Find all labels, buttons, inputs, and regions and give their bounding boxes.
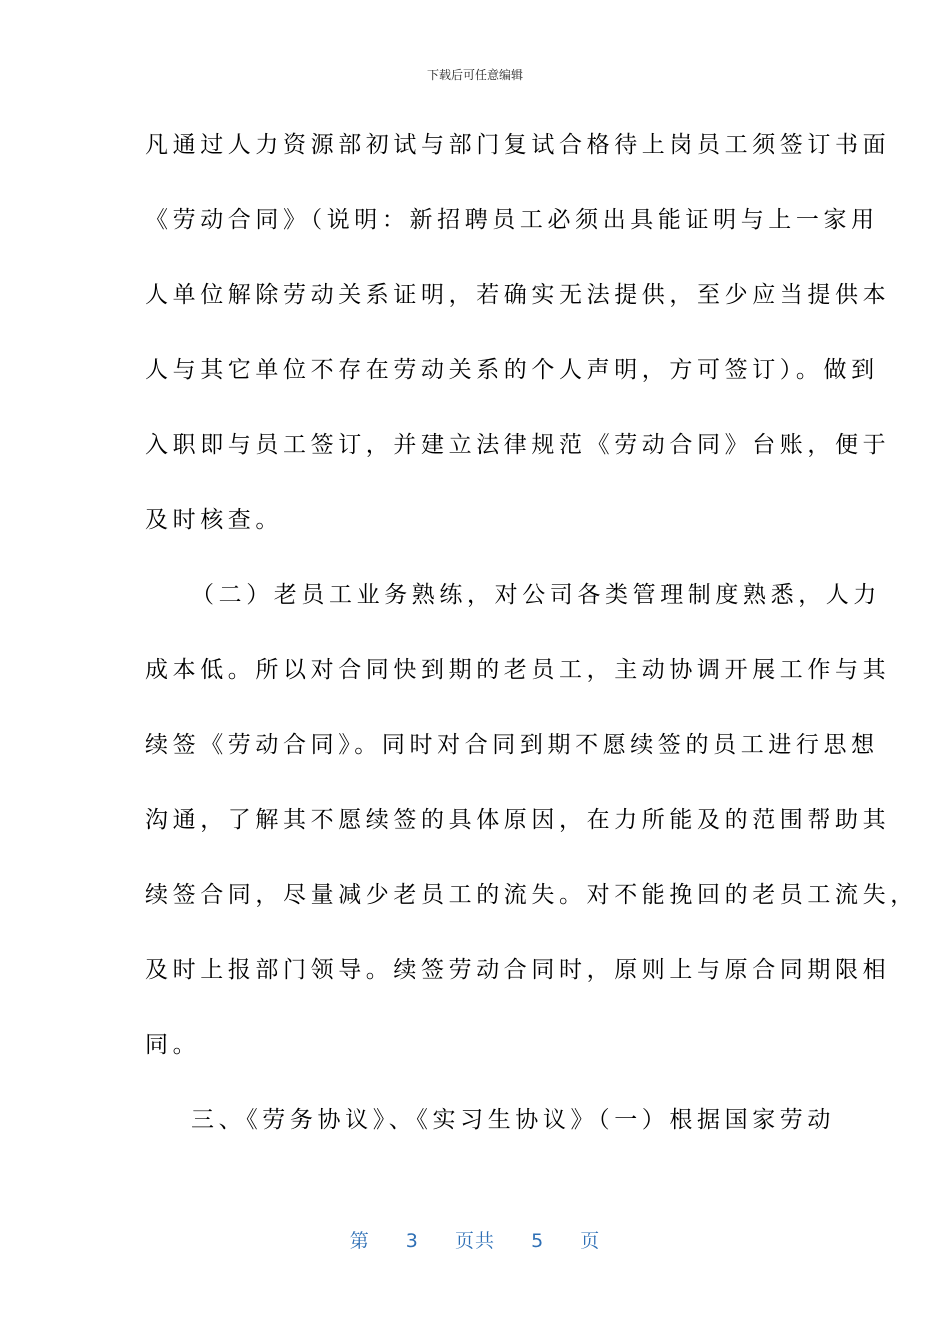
text-line: 及时核查。: [145, 507, 283, 533]
current-page-number: 3: [405, 1230, 419, 1252]
paragraph-start-line: （二）老员工业务熟练，对公司各类管理制度熟悉，人力: [191, 582, 881, 608]
text-line: 成本低。所以对合同快到期的老员工，主动协调开展工作与其: [145, 657, 891, 683]
page-label-prefix: 第: [349, 1230, 370, 1252]
header-note: 下载后可任意编辑: [426, 68, 523, 82]
text-line: 沟通，了解其不愿续签的具体原因，在力所能及的范围帮助其: [145, 807, 891, 833]
page-label-middle: 页共: [454, 1230, 495, 1252]
page-footer: [0, 1226, 950, 1253]
text-line: 及时上报部门领导。续签劳动合同时，原则上与原合同期限相: [145, 957, 891, 983]
section-heading-line: 三、《劳务协议》、《实习生协议》（一）根据国家劳动: [191, 1107, 835, 1133]
total-pages-number: 5: [531, 1230, 545, 1252]
text-line: 《劳动合同》（说明：新招聘员工必须出具能证明与上一家用: [145, 207, 879, 233]
page-label-suffix: 页: [580, 1230, 601, 1252]
text-line: 同。: [145, 1032, 201, 1058]
text-line: 续签《劳动合同》。同时对合同到期不愿续签的员工进行思想: [145, 732, 879, 758]
text-line: 人与其它单位不存在劳动关系的个人声明，方可签订）。做到: [145, 357, 879, 383]
text-line: 入职即与员工签订，并建立法律规范《劳动合同》台账，便于: [145, 432, 891, 458]
text-line: 续签合同，尽量减少老员工的流失。对不能挽回的老员工流失，: [145, 882, 918, 908]
text-line: 人单位解除劳动关系证明，若确实无法提供，至少应当提供本: [145, 282, 891, 308]
text-line: 凡通过人力资源部初试与部门复试合格待上岗员工须签订书面: [145, 132, 891, 158]
